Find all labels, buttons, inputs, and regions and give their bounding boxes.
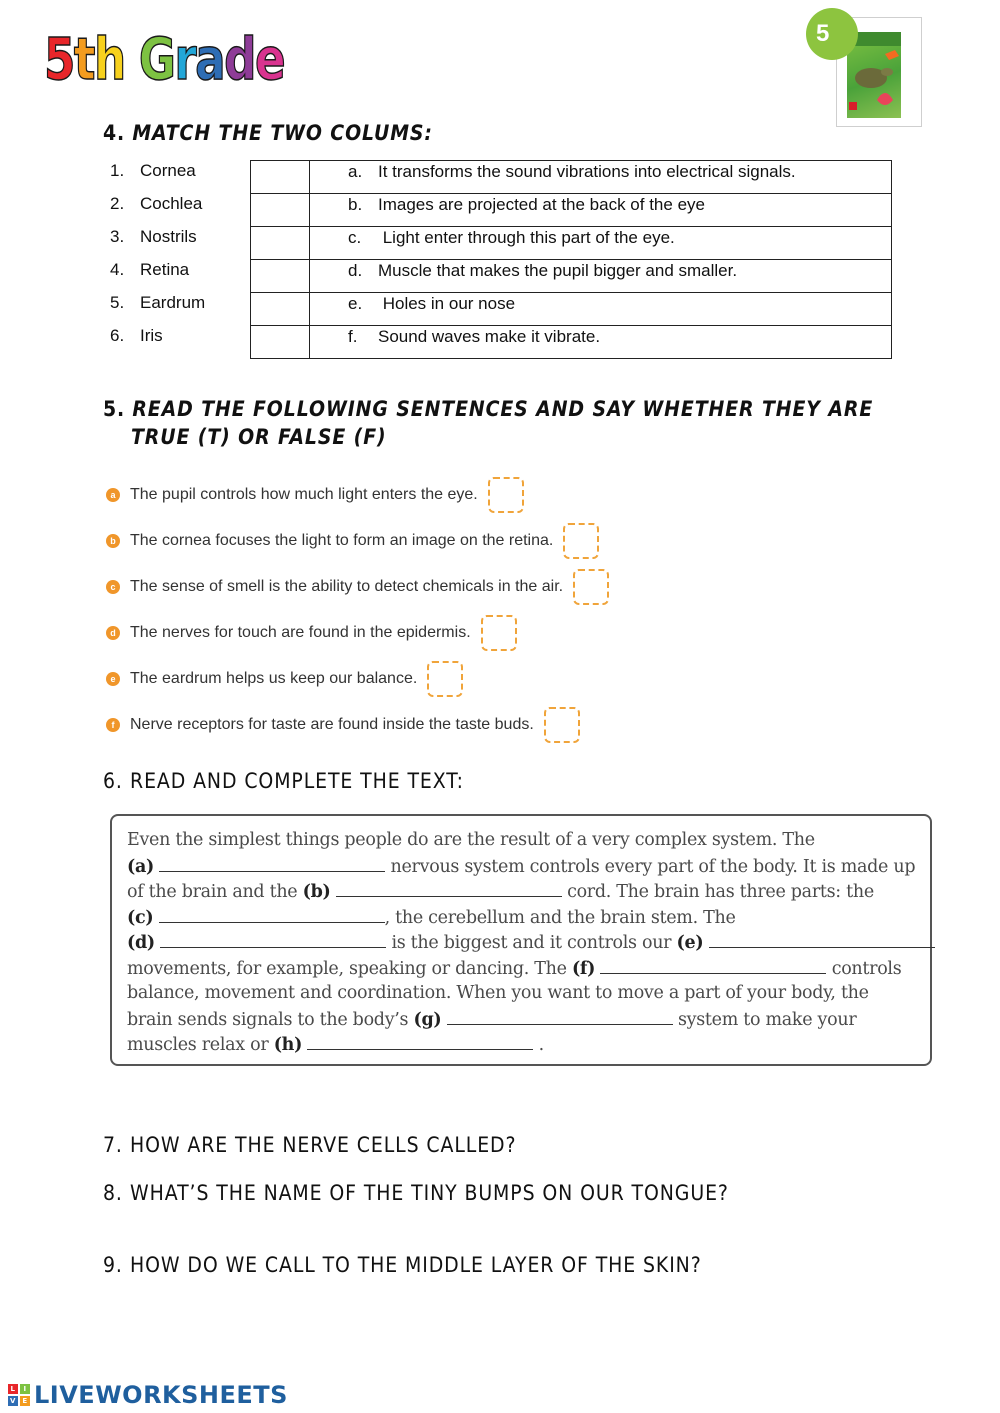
list-item — [106, 702, 609, 748]
table-row — [251, 260, 892, 293]
question-number: 8. — [103, 1181, 123, 1205]
gap-label: (g) — [413, 1009, 442, 1030]
section-title: MATCH THE TWO COLUMS: — [132, 121, 433, 145]
match-term — [110, 226, 205, 259]
title-letter: h — [93, 25, 125, 93]
text-segment: is the biggest and it controls our — [391, 933, 672, 953]
section-5-heading — [103, 397, 873, 421]
definition-cell — [310, 326, 892, 359]
term-text: Retina — [140, 260, 190, 279]
logo-mark-cell: L — [8, 1384, 18, 1394]
item-bullet: f — [106, 718, 120, 732]
question-text: HOW ARE THE NERVE CELLS CALLED? — [130, 1133, 517, 1157]
answer-cell[interactable] — [251, 293, 310, 326]
question-text: HOW DO WE CALL TO THE MIDDLE LAYER OF THE SKIN? — [130, 1253, 702, 1277]
gap-label: (d) — [127, 933, 155, 953]
term-number: 3. — [110, 227, 125, 246]
term-number: 1. — [110, 161, 125, 180]
definition-cell — [310, 260, 892, 293]
answer-box[interactable] — [427, 661, 463, 697]
definition-cell — [310, 161, 892, 194]
table-row — [251, 161, 892, 194]
term-text: Nostrils — [140, 227, 197, 246]
list-item — [106, 610, 609, 656]
definition-text: Sound waves make it vibrate. — [378, 327, 601, 346]
blank-g[interactable] — [447, 1007, 673, 1025]
blank-d[interactable] — [160, 930, 386, 948]
definition-text: Holes in our nose — [378, 294, 516, 313]
text-line — [127, 981, 916, 1007]
answer-cell[interactable] — [251, 326, 310, 359]
question-text: WHAT’S THE NAME OF THE TINY BUMPS ON OUR TONGUE? — [130, 1181, 729, 1205]
definition-text: Images are projected at the back of the eye — [378, 195, 705, 214]
logo-text: LIVEWORKSHEETS — [34, 1381, 288, 1409]
item-bullet: c — [106, 580, 120, 594]
statement-text: The eardrum helps us keep our balance. — [130, 670, 418, 687]
title-letter: 5 — [44, 25, 74, 93]
question-7 — [103, 1133, 516, 1157]
answer-box[interactable] — [488, 477, 524, 513]
text-line — [127, 828, 916, 854]
list-item — [106, 564, 609, 610]
match-left-column — [110, 160, 205, 358]
section-number: 4. — [103, 121, 126, 145]
text-segment: controls — [831, 958, 902, 979]
section-5-heading-line-2: TRUE (T) OR FALSE (F) — [131, 425, 387, 449]
section-6-heading — [103, 769, 464, 793]
gap-label: (f) — [571, 958, 596, 979]
text-line — [127, 905, 916, 931]
answer-cell[interactable] — [251, 260, 310, 293]
text-line — [127, 930, 916, 956]
blank-h[interactable] — [307, 1032, 533, 1050]
definition-letter: f. — [348, 327, 358, 346]
liveworksheets-logo[interactable] — [8, 1381, 288, 1409]
term-text: Cochlea — [140, 194, 203, 213]
title-letter: r — [174, 25, 196, 93]
text-line — [127, 854, 916, 880]
section-number: 6. — [103, 769, 123, 793]
text-segment: muscles relax or — [127, 1035, 269, 1055]
match-table — [250, 160, 892, 359]
statement-text: The sense of smell is the ability to detect chemicals in the air. — [130, 578, 564, 595]
term-number: 5. — [110, 293, 125, 312]
table-row — [251, 293, 892, 326]
term-number: 6. — [110, 326, 125, 345]
text-segment: cord. The brain has three parts: the — [567, 882, 874, 902]
gap-label: (c) — [127, 907, 154, 928]
match-term — [110, 292, 205, 325]
blank-a[interactable] — [159, 854, 385, 872]
gap-label: (a) — [127, 856, 154, 877]
logo-mark-cell: I — [20, 1384, 30, 1394]
section-title-line-1: READ THE FOLLOWING SENTENCES AND SAY WHETHER THEY ARE — [132, 397, 874, 421]
definition-letter: d. — [348, 261, 363, 280]
question-number: 9. — [103, 1253, 123, 1277]
logo-mark-cell: V — [8, 1396, 18, 1406]
definition-letter: e. — [348, 294, 363, 313]
match-term — [110, 325, 205, 358]
text-segment: system to make your — [677, 1009, 857, 1030]
term-text: Eardrum — [140, 293, 206, 312]
text-segment: of the brain and the — [127, 882, 298, 902]
question-9 — [103, 1253, 702, 1277]
answer-box[interactable] — [481, 615, 517, 651]
match-term — [110, 193, 205, 226]
title-letter: G — [138, 25, 175, 93]
definition-text: Muscle that makes the pupil bigger and smaller. — [378, 261, 738, 280]
title-letter: t — [73, 25, 94, 93]
definition-letter: c. — [348, 228, 362, 247]
title-letter — [125, 25, 139, 93]
section-title: READ AND COMPLETE THE TEXT: — [130, 769, 464, 793]
grade-title — [44, 24, 284, 94]
list-item — [106, 518, 609, 564]
answer-box[interactable] — [544, 707, 580, 743]
table-row — [251, 194, 892, 227]
statement-text: Nerve receptors for taste are found inside the taste buds. — [130, 716, 534, 733]
blank-f[interactable] — [600, 956, 826, 974]
text-segment: Even the simplest things people do are the result of a very complex system. The — [127, 830, 815, 850]
statement-text: The cornea focuses the light to form an image on the retina. — [130, 532, 554, 549]
question-number: 7. — [103, 1133, 123, 1157]
question-8 — [103, 1181, 729, 1205]
text-segment: , the cerebellum and the brain stem. The — [384, 907, 736, 928]
text-line — [127, 1032, 916, 1058]
text-segment: balance, movement and coordination. When you want to move a part of your body, the — [127, 983, 869, 1003]
item-bullet: d — [106, 626, 120, 640]
answer-box[interactable] — [563, 523, 599, 559]
title-letter: d — [224, 25, 255, 93]
text-segment: . — [538, 1035, 544, 1055]
statement-text: The nerves for touch are found in the epidermis. — [130, 624, 471, 641]
term-number: 2. — [110, 194, 125, 213]
text-segment: movements, for example, speaking or dancing. The — [127, 958, 567, 979]
item-bullet: a — [106, 488, 120, 502]
cloze-text-box — [110, 814, 932, 1066]
term-text: Iris — [140, 326, 163, 345]
term-text: Cornea — [140, 161, 196, 180]
definition-letter: b. — [348, 195, 363, 214]
text-line — [127, 879, 916, 905]
section-number: 5. — [103, 397, 126, 421]
true-false-list — [106, 472, 609, 748]
title-letter: a — [195, 25, 225, 93]
definition-text: It transforms the sound vibrations into electrical signals. — [378, 162, 796, 181]
item-bullet: e — [106, 672, 120, 686]
statement-text: The pupil controls how much light enters the eye. — [130, 486, 478, 503]
definition-cell — [310, 293, 892, 326]
item-bullet: b — [106, 534, 120, 548]
logo-mark-icon — [8, 1384, 30, 1406]
text-line — [127, 956, 916, 982]
answer-box[interactable] — [573, 569, 609, 605]
book-number-badge: 5 — [806, 8, 858, 60]
definition-cell — [310, 194, 892, 227]
match-term — [110, 259, 205, 292]
definition-letter: a. — [348, 162, 363, 181]
title-letter: e — [254, 25, 285, 93]
gap-label: (e) — [676, 933, 704, 953]
blank-c[interactable] — [159, 905, 385, 923]
match-term — [110, 160, 205, 193]
text-line — [127, 1007, 916, 1033]
answer-cell[interactable] — [251, 161, 310, 194]
text-segment: nervous system controls every part of the body. It is made up — [390, 856, 916, 877]
definition-text: Light enter through this part of the eye. — [378, 228, 675, 247]
section-4-heading — [103, 121, 433, 145]
blank-b[interactable] — [336, 879, 562, 897]
text-segment: brain sends signals to the body’s — [127, 1009, 409, 1030]
gap-label: (b) — [302, 882, 331, 902]
list-item — [106, 472, 609, 518]
logo-mark-cell: E — [20, 1396, 30, 1406]
term-number: 4. — [110, 260, 125, 279]
definition-cell — [310, 227, 892, 260]
blank-e[interactable] — [709, 930, 935, 948]
table-row — [251, 227, 892, 260]
answer-cell[interactable] — [251, 227, 310, 260]
answer-cell[interactable] — [251, 194, 310, 227]
table-row — [251, 326, 892, 359]
gap-label: (h) — [273, 1035, 303, 1055]
list-item — [106, 656, 609, 702]
